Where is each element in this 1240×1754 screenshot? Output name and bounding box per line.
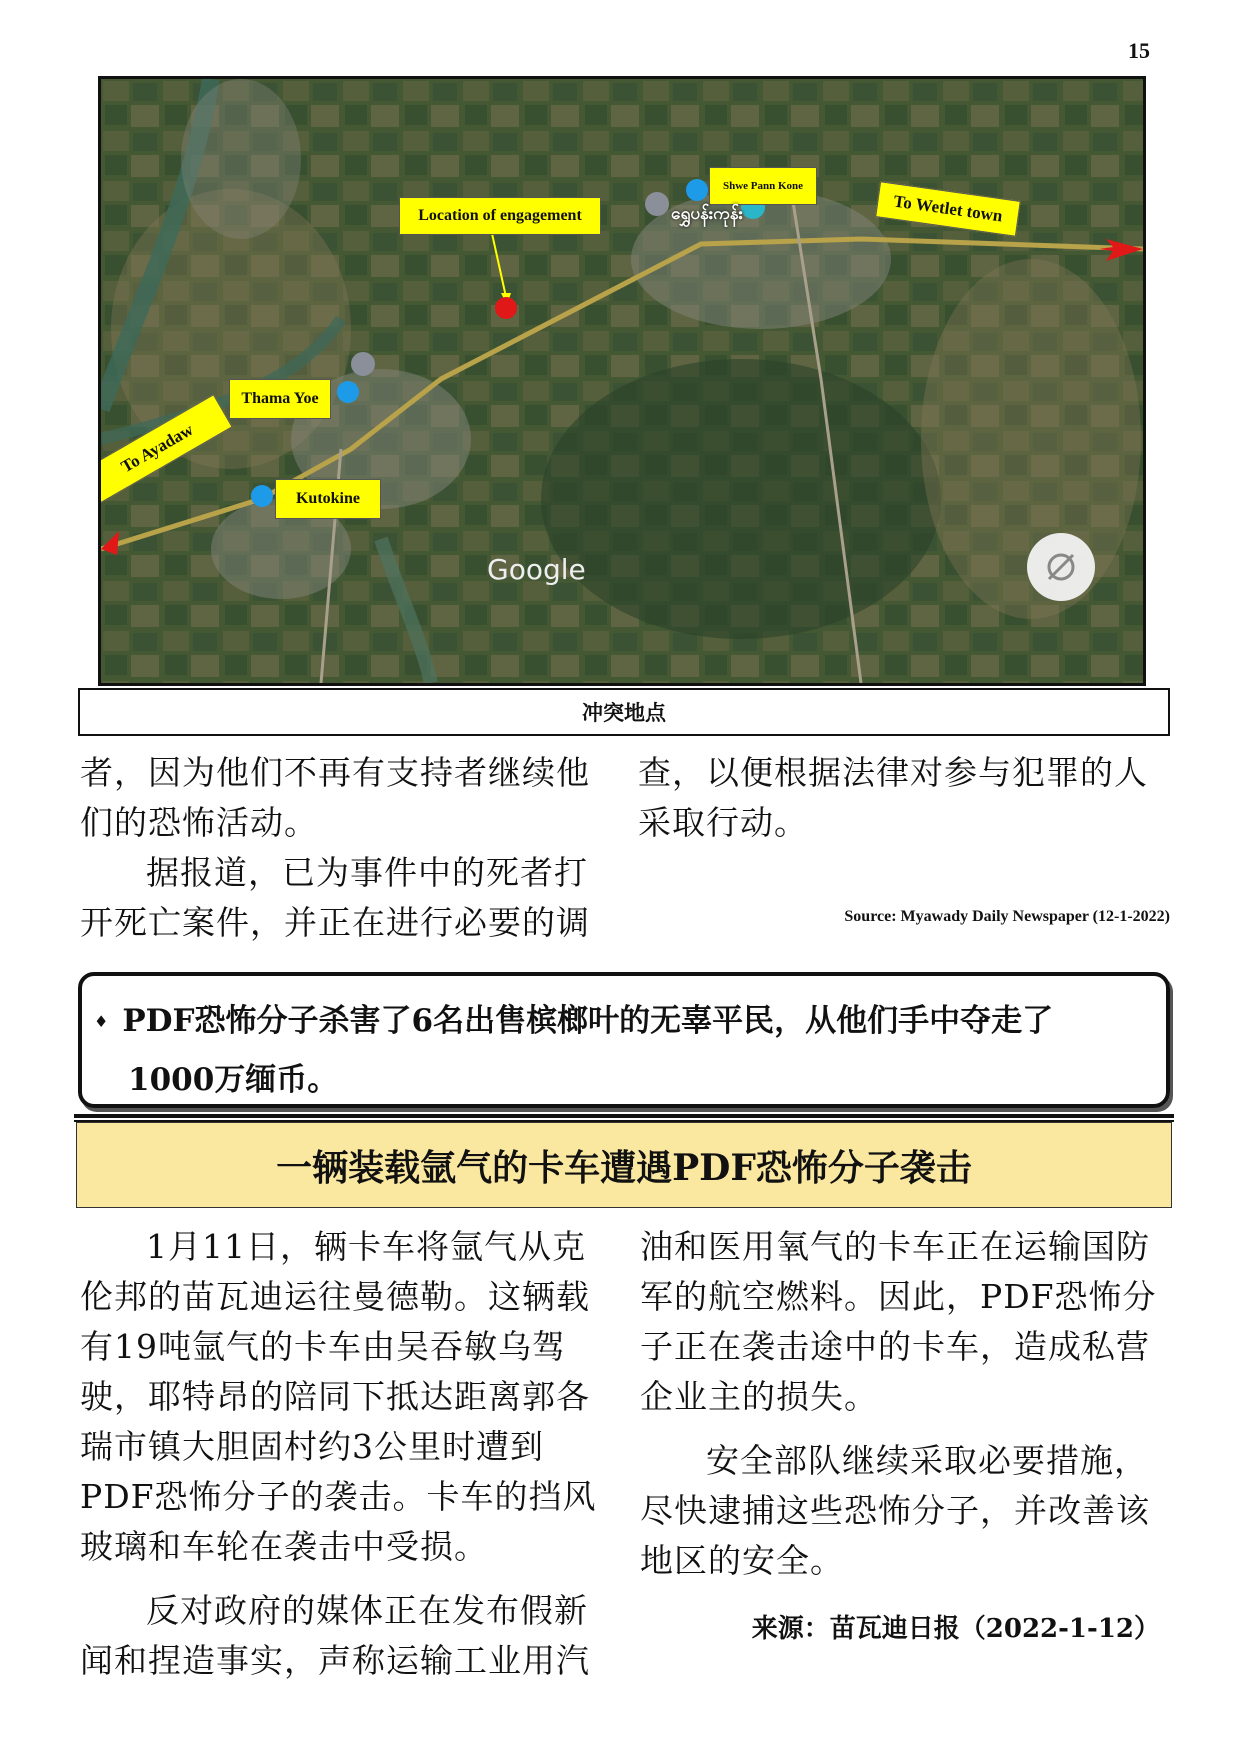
article2-left-column — [80, 1222, 602, 1686]
map-caption: 冲突地点 — [78, 688, 1170, 736]
article1-left-para-2: 据报道，已为事件中的死者打开死亡案件，并正在进行必要的调 — [80, 853, 590, 942]
kutokine-label: Kutokine — [275, 479, 381, 519]
engagement-marker — [495, 297, 517, 319]
article2-left-para-1: 1月11日，辆卡车将氩气从克伦邦的苗瓦迪运往曼德勒。这辆载有19吨氩气的卡车由吴吞敏乌驾驶，耶特昂的陪同下抵达距离郭各瑞市镇大胆固村约3公里时遭到PDF恐怖分子的袭击。卡车的挡风玻璃和车轮在袭击中受损。 — [80, 1227, 597, 1566]
engagement-map — [98, 76, 1146, 686]
article2-headline: 一辆装载氩气的卡车遭遇PDF恐怖分子袭击 — [76, 1122, 1172, 1208]
to-ayadaw-label: To Ayadaw — [98, 394, 233, 503]
myanmar-place-name: ရွှေပန်းကုန်း — [671, 204, 743, 224]
bullet-line-1-text: PDF恐怖分子杀害了6名出售槟榔叶的无辜平民，从他们手中夺走了 — [122, 1003, 1054, 1039]
article1-right-column — [638, 748, 1170, 848]
divider-thick — [74, 1114, 1174, 1118]
thama-yoe-marker — [337, 381, 359, 403]
article2-right-para-1: 油和医用氧气的卡车正在运输国防军的航空燃料。因此，PDF恐怖分子正在袭击途中的卡车，造成私营企业主的损失。 — [640, 1227, 1157, 1416]
google-watermark: Google — [487, 553, 586, 586]
kutokine-marker — [251, 485, 273, 507]
bullet-icon: ♦ — [94, 1012, 109, 1031]
bullet-line-1 — [94, 994, 1164, 1053]
article1-source: Source: Myawady Daily Newspaper (12-1-2022) — [844, 908, 1170, 925]
article1-left-column — [80, 748, 602, 948]
thama-yoe-label: Thama Yoe — [229, 379, 331, 419]
article2-left-para-2: 反对政府的媒体正在发布假新闻和捏造事实，声称运输工业用汽 — [80, 1591, 590, 1680]
article2-right-column — [640, 1222, 1170, 1586]
page-number: 15 — [1128, 38, 1150, 63]
to-wetlet-label: To Wetlet town — [875, 181, 1021, 236]
headline-bullet-text — [94, 994, 1164, 1107]
shwe-pann-kone-marker — [686, 179, 708, 201]
article1-left-para-1: 者，因为他们不再有支持者继续他们的恐怖活动。 — [80, 753, 590, 842]
article2-source: 来源：苗瓦迪日报（2022-1-12） — [751, 1614, 1160, 1644]
engagement-label: Location of engagement — [399, 197, 601, 235]
shwe-pann-kone-label: Shwe Pann Kone — [709, 167, 817, 205]
article1-right-para-1: 查，以便根据法律对参与犯罪的人采取行动。 — [638, 753, 1148, 842]
article2-right-para-2: 安全部队继续采取必要措施，尽快逮捕这些恐怖分子，并改善该地区的安全。 — [640, 1441, 1150, 1580]
bullet-line-2: 1000万缅币。 — [128, 1062, 339, 1098]
